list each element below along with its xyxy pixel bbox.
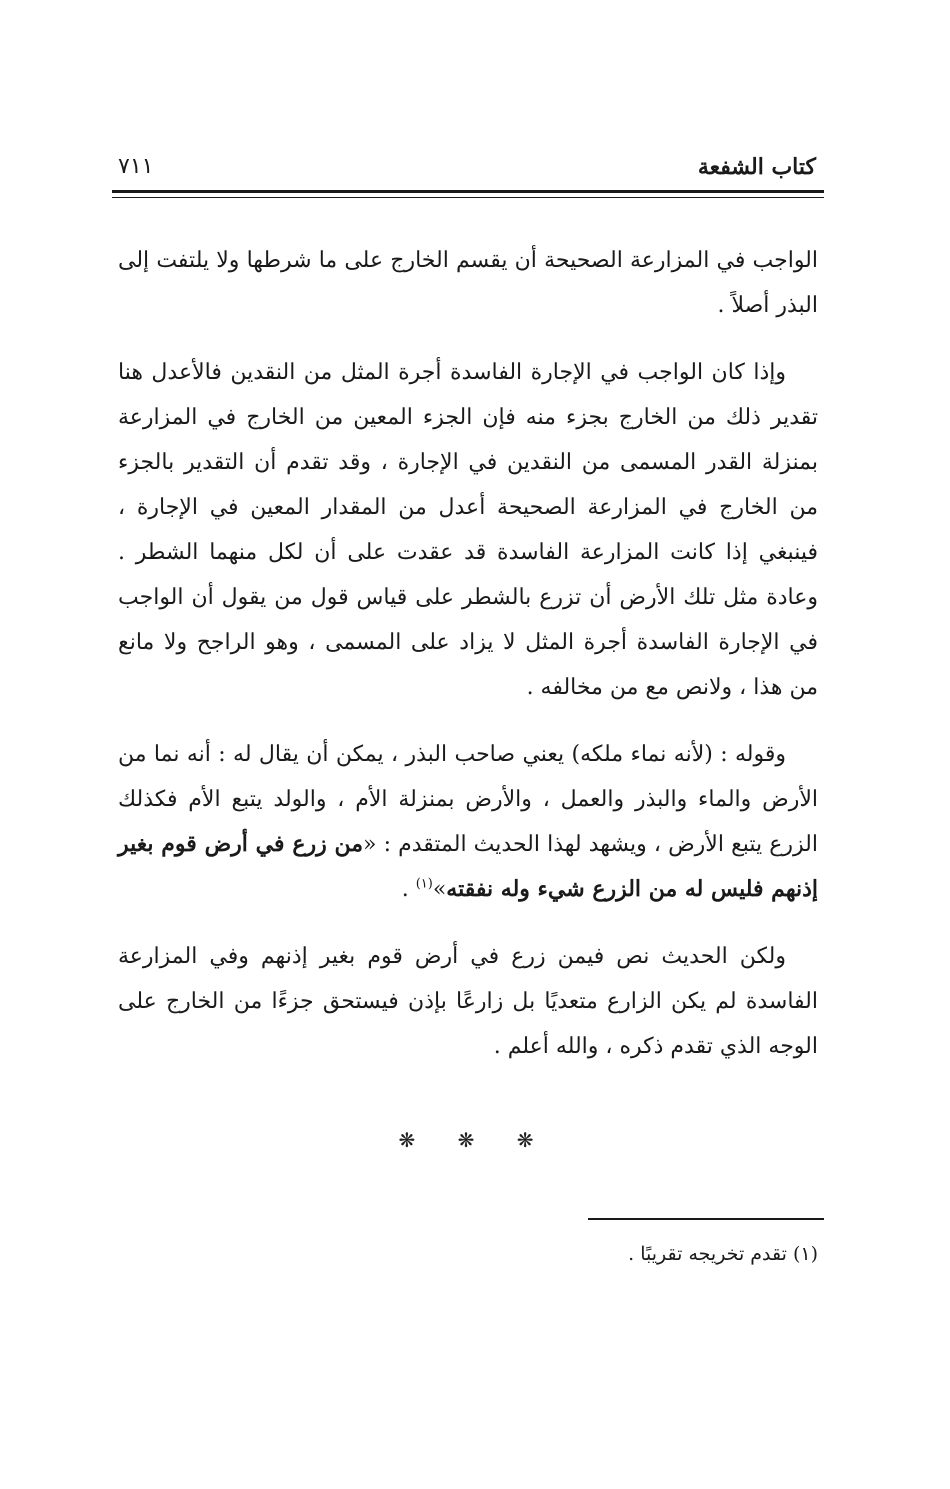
running-header — [112, 150, 824, 186]
paragraph-2: وإذا كان الواجب في الإجارة الفاسدة أجرة المثل من النقدين فالأعدل هنا تقدير ذلك من الخارج بجزء منه فإن الجزء المعين من الخارج في المزارعة بمنزلة القدر المسمى من النقدين في الإجارة ، وقد تقدم أن التقدير بالجزء من الخارج في المزارعة الصحيحة أعدل من المقدار المعين في الإجارة ، فينبغي إذا كانت المزارعة الفاسدة قد عقدت على أن لكل منهما الشطر . وعادة مثل تلك الأرض أن تزرع بالشطر على قياس قول من يقول أن الواجب في الإجارة الفاسدة أجرة المثل لا يزاد على المسمى ، وهو الراجح ولا مانع من هذا ، ولانص مع من مخالفه . — [118, 360, 818, 700]
quote-close: » — [432, 877, 447, 902]
footnote-rule — [588, 1218, 824, 1220]
footnote-reference: (١) — [415, 876, 433, 892]
header-rule-thick — [112, 190, 824, 193]
footnote: (١) تقدم تخريجه تقريبًا . — [628, 1243, 818, 1265]
chapter-title: كتاب الشفعة — [697, 154, 816, 180]
header-rule-thin — [112, 197, 824, 198]
paragraph-4: ولكن الحديث نص فيمن زرع في أرض قوم بغير إذنهم وفي المزارعة الفاسدة لم يكن الزارع متعديًا بل زارعًا بإذن فيستحق جزءًا من الخارج على الوجه الذي تقدم ذكره ، والله أعلم . — [118, 944, 818, 1059]
hadith-quote: من زرع في أرض قوم بغير إذنهم فليس له من الزرع شيء وله نفقته — [118, 831, 818, 902]
section-separator: ❋ ❋ ❋ — [398, 1128, 552, 1152]
body-text — [118, 238, 818, 1091]
paragraph-1: الواجب في المزارعة الصحيحة أن يقسم الخارج على ما شرطها ولا يلتفت إلى البذر أصلاً . — [118, 248, 818, 318]
paragraph-3-end: . — [401, 877, 416, 902]
page-number: ٧١١ — [118, 154, 154, 179]
paragraph-3 — [118, 732, 818, 912]
paragraph-3-intro: وقوله : (لأنه نماء ملكه) يعني صاحب البذر ، يمكن أن يقال له : أنه نما من الأرض والماء والبذر والعمل ، والأرض بمنزلة الأم ، والولد يتبع الأم فكذلك الزرع يتبع الأرض ، ويشهد لهذا الحديث المتقدم : « — [118, 742, 818, 857]
